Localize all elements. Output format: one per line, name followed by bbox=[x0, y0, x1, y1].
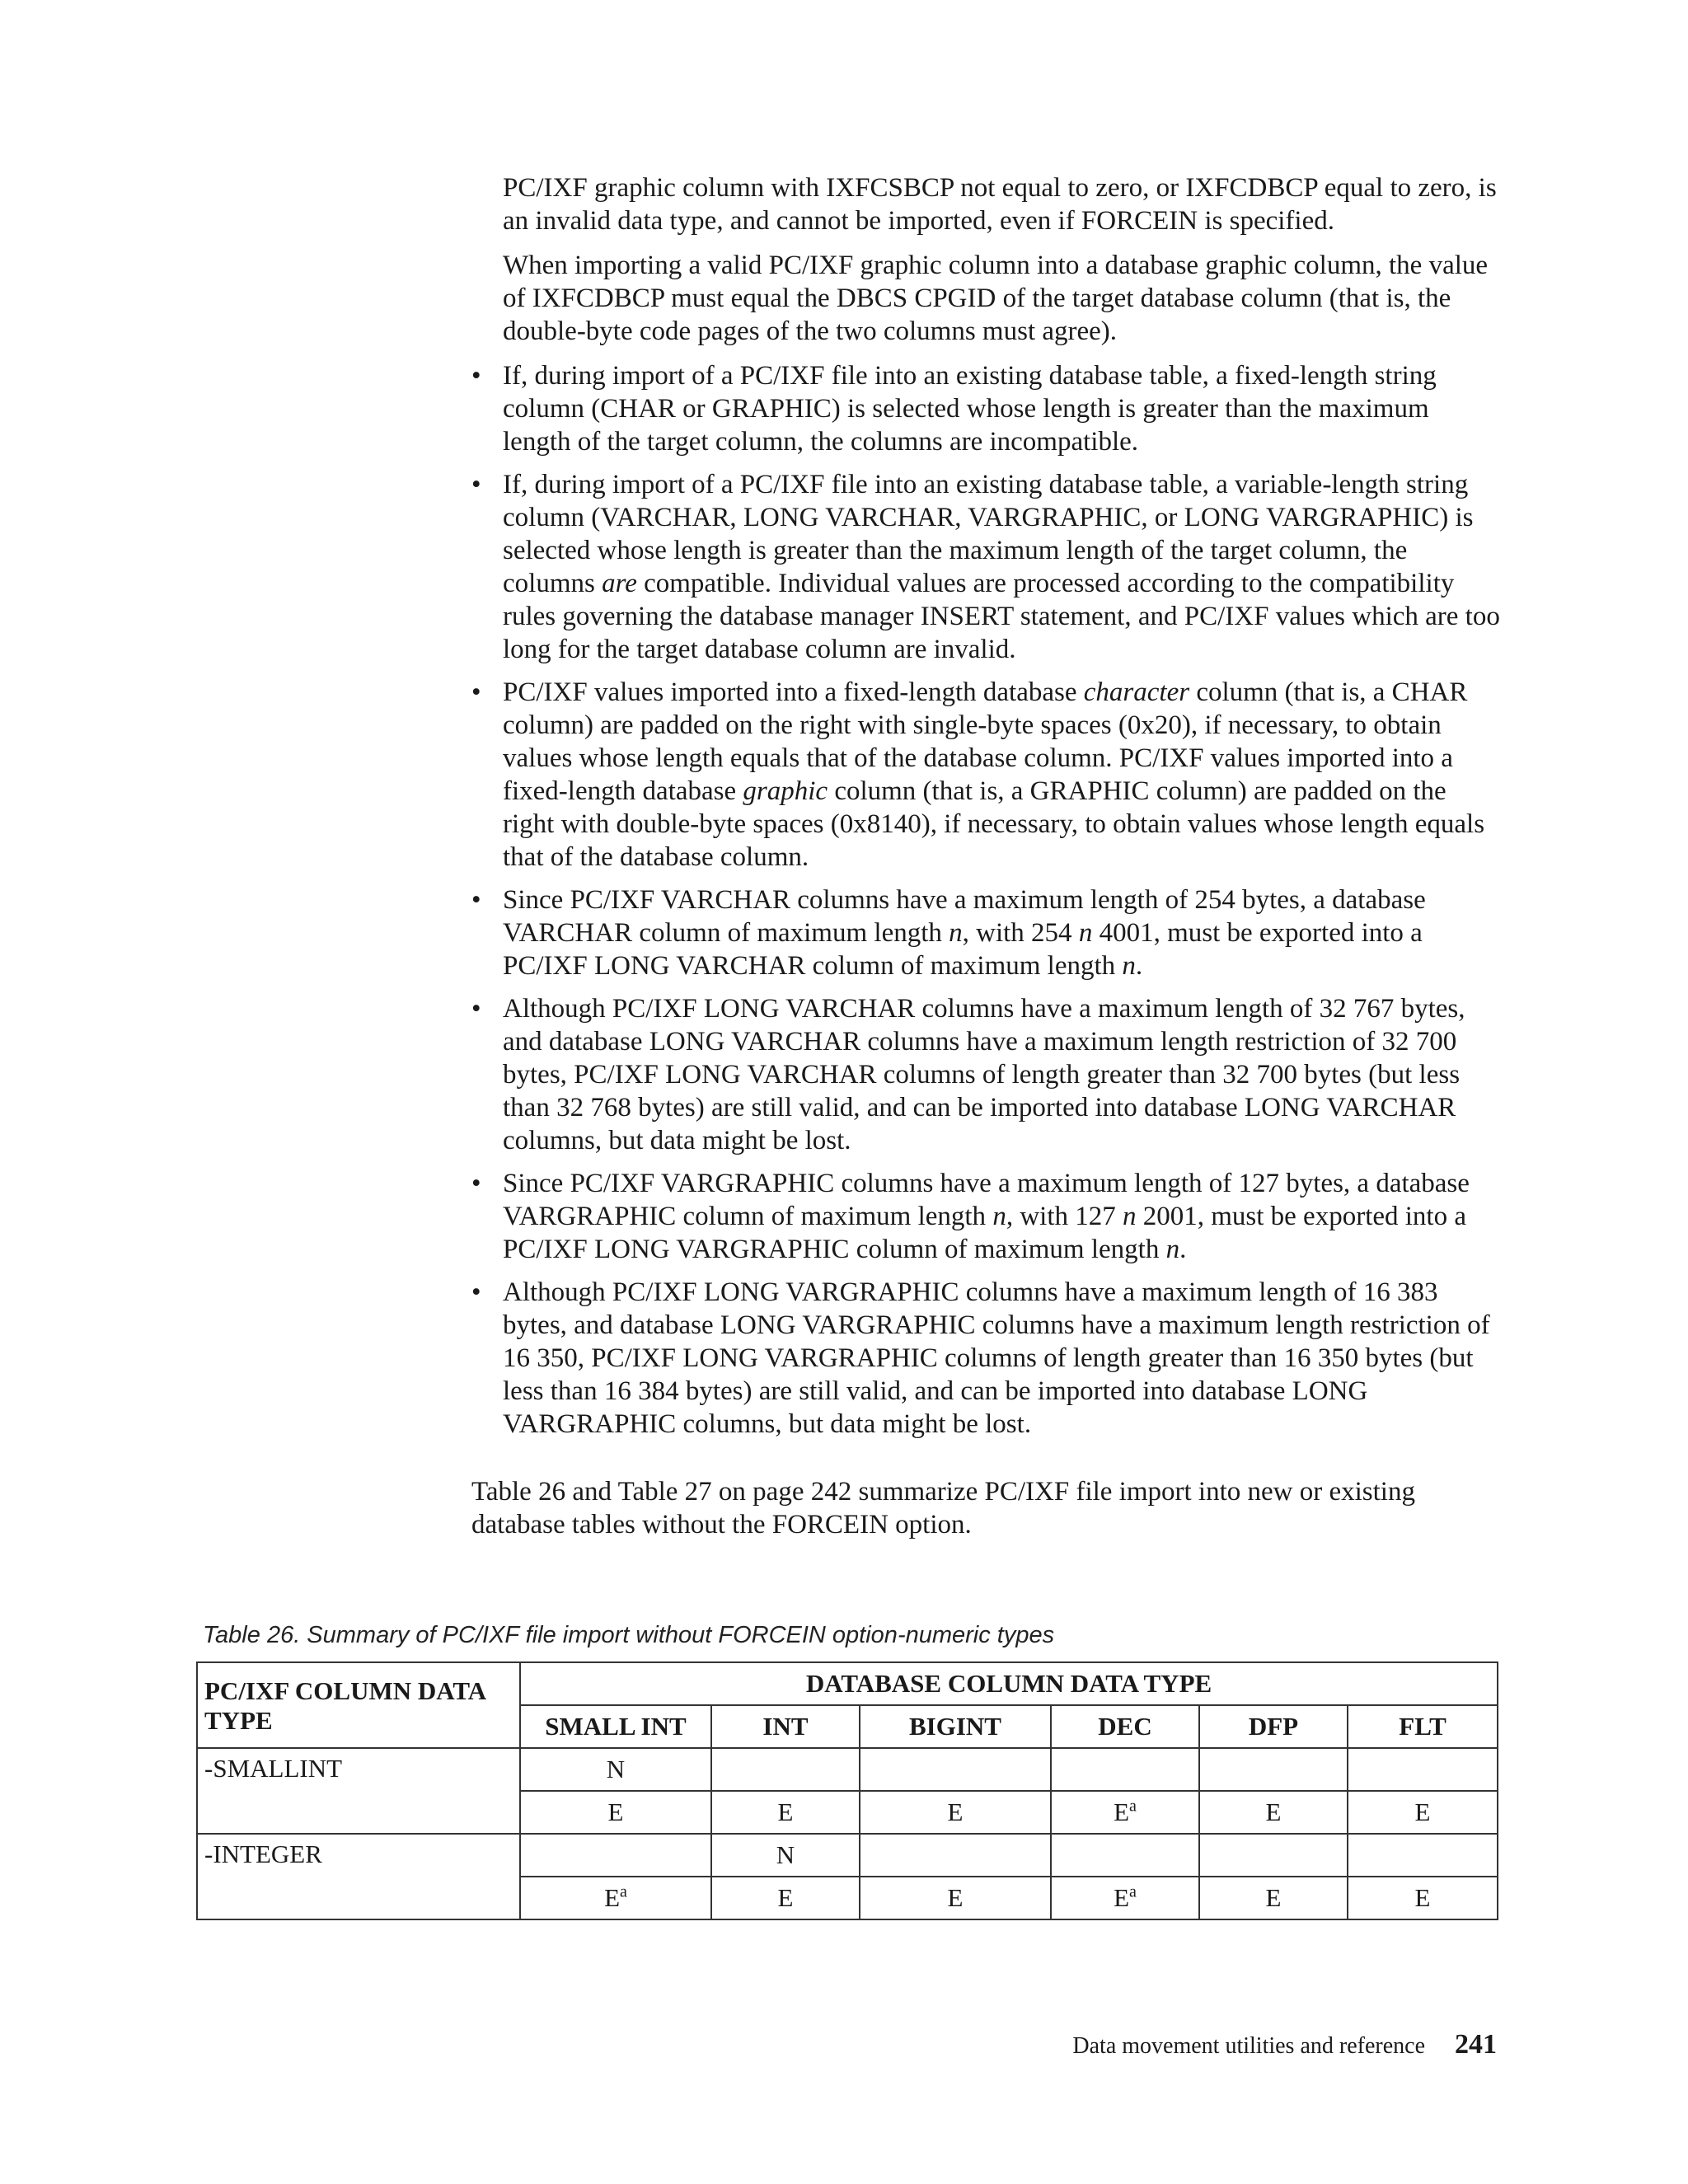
emphasis: graphic bbox=[743, 776, 828, 806]
list-item-text bbox=[503, 677, 1484, 872]
table-cell bbox=[1199, 1877, 1348, 1919]
table-cell bbox=[860, 1877, 1051, 1919]
bullet-continuation bbox=[503, 171, 1502, 348]
table-cell bbox=[711, 1877, 860, 1919]
list-item bbox=[471, 992, 1502, 1157]
table-cell bbox=[860, 1791, 1051, 1834]
table-cell bbox=[1348, 1877, 1498, 1919]
table-cell bbox=[1051, 1834, 1199, 1877]
table-cell bbox=[1051, 1877, 1199, 1919]
table-row bbox=[197, 1834, 1498, 1877]
text-run: column (that is, a CHAR column) are padded on the right with single-byte spaces (0x20), if necessary, to obtain values whose length equals that of the database column. PC/IXF values imported into a fixed-length database bbox=[503, 677, 1468, 806]
row-header: PC/IXF COLUMN DATA TYPE bbox=[197, 1662, 520, 1748]
cell-value: E bbox=[1414, 1883, 1431, 1912]
cell-value: E bbox=[777, 1883, 794, 1912]
page-number: 241 bbox=[1455, 2029, 1497, 2060]
table-cell bbox=[520, 1834, 711, 1877]
list-item bbox=[471, 468, 1502, 666]
bullet-marker: • bbox=[471, 994, 481, 1024]
list-item-text: Although PC/IXF LONG VARGRAPHIC columns have a maximum length of 16 383 bytes, and database LONG VARGRAPHIC columns have a maximum length restriction of 16 350, PC/IXF LONG VARGRAPHIC columns of length greater than 16 350 bytes (but less than 16 384 bytes) are still valid, and can be imported into database LONG VARGRAPHIC columns, but data might be lost. bbox=[503, 1277, 1490, 1439]
table-cell bbox=[1199, 1834, 1348, 1877]
bullet-marker: • bbox=[471, 470, 481, 499]
text-run: 2001, must be exported into a PC/IXF LONG VARGRAPHIC column of maximum length bbox=[503, 1202, 1466, 1264]
text-run: Since PC/IXF VARGRAPHIC columns have a maximum length of 127 bytes, a database VARGRAPHIC column of maximum length bbox=[503, 1169, 1470, 1231]
list-item bbox=[471, 359, 1502, 458]
footnote-mark: a bbox=[620, 1882, 627, 1901]
footer-title: Data movement utilities and reference bbox=[1072, 2033, 1425, 2059]
table-cell bbox=[520, 1791, 711, 1834]
list-item bbox=[471, 1276, 1502, 1441]
table-caption: Table 26. Summary of PC/IXF file import without FORCEIN option-numeric types bbox=[203, 1622, 1055, 1648]
bullet-marker: • bbox=[471, 1277, 481, 1307]
bullet-list bbox=[471, 359, 1502, 1441]
table-cell bbox=[1199, 1791, 1348, 1834]
table-cell bbox=[711, 1748, 860, 1791]
table-cell bbox=[520, 1877, 711, 1919]
paragraph: When importing a valid PC/IXF graphic column into a database graphic column, the value of IXFCDBCP must equal the DBCS CPGID of the target database column (that is, the double-byte code pages of the two columns must agree). bbox=[503, 251, 1489, 346]
text-run: 4001, must be exported into a PC/IXF LONG VARCHAR column of maximum length bbox=[503, 918, 1423, 981]
table-cell: N bbox=[520, 1748, 711, 1791]
table-cell bbox=[1199, 1748, 1348, 1791]
summary-paragraph: Table 26 and Table 27 on page 242 summarize PC/IXF file import into new or existing database tables without the FORCEIN option. bbox=[471, 1477, 1415, 1540]
cell-value: E bbox=[607, 1797, 624, 1826]
table-cell bbox=[711, 1791, 860, 1834]
row-label: -SMALLINT bbox=[197, 1748, 520, 1834]
text-run: , with 127 bbox=[1006, 1202, 1123, 1231]
column-header: SMALL INT bbox=[520, 1705, 711, 1748]
cell-value: E bbox=[947, 1797, 964, 1826]
column-header: INT bbox=[711, 1705, 860, 1748]
cell-value: E bbox=[1114, 1797, 1130, 1826]
list-item bbox=[471, 1167, 1502, 1266]
list-item-text: Although PC/IXF LONG VARCHAR columns have a maximum length of 32 767 bytes, and database LONG VARCHAR columns have a maximum length restriction of 32 700 bytes, PC/IXF LONG VARCHAR columns of length greater than 32 700 bytes (but less than 32 768 bytes) are still valid, and can be imported into database LONG VARCHAR columns, but data might be lost. bbox=[503, 994, 1465, 1155]
emphasis: are bbox=[602, 569, 637, 598]
list-item-text bbox=[503, 470, 1500, 664]
table-row bbox=[197, 1748, 1498, 1791]
cell-value: E bbox=[777, 1797, 794, 1826]
cell-value: E bbox=[1265, 1797, 1282, 1826]
table-cell bbox=[1051, 1748, 1199, 1791]
paragraph: PC/IXF graphic column with IXFCSBCP not equal to zero, or IXFCDBCP equal to zero, is an invalid data type, and cannot be imported, even if FORCEIN is specified. bbox=[503, 173, 1497, 236]
page-footer bbox=[907, 2029, 1497, 2060]
cell-value: E bbox=[947, 1883, 964, 1912]
emphasis: character bbox=[1083, 677, 1190, 707]
emphasis: n bbox=[949, 918, 963, 948]
table-cell: N bbox=[711, 1834, 860, 1877]
list-item bbox=[471, 676, 1502, 874]
import-summary-table bbox=[196, 1661, 1498, 1920]
table-cell bbox=[860, 1748, 1051, 1791]
cell-value: E bbox=[604, 1883, 621, 1912]
emphasis: n bbox=[992, 1202, 1006, 1231]
bullet-marker: • bbox=[471, 361, 481, 391]
cell-value: E bbox=[1114, 1883, 1130, 1912]
text-run: . bbox=[1179, 1235, 1187, 1264]
cell-value: E bbox=[1265, 1883, 1282, 1912]
table-cell bbox=[1348, 1791, 1498, 1834]
text-run: compatible. Individual values are processed according to the compatibility rules governing the database manager INSERT statement, and PC/IXF values which are too long for the target database column are invalid. bbox=[503, 569, 1500, 664]
bullet-marker: • bbox=[471, 677, 481, 707]
text-run: column (that is, a GRAPHIC column) are padded on the right with double-byte spaces (0x8140), if necessary, to obtain values whose length equals that of the database column. bbox=[503, 776, 1485, 872]
body-column bbox=[471, 171, 1502, 1568]
column-header: DFP bbox=[1199, 1705, 1348, 1748]
row-label: -INTEGER bbox=[197, 1834, 520, 1919]
table-cell bbox=[860, 1834, 1051, 1877]
column-header: FLT bbox=[1348, 1705, 1498, 1748]
column-header: BIGINT bbox=[860, 1705, 1051, 1748]
emphasis: n bbox=[1122, 1202, 1137, 1231]
emphasis: n bbox=[1078, 918, 1093, 948]
table-cell bbox=[1348, 1748, 1498, 1791]
table-cell bbox=[1348, 1834, 1498, 1877]
column-header: DEC bbox=[1051, 1705, 1199, 1748]
bullet-marker: • bbox=[471, 1169, 481, 1198]
group-header: DATABASE COLUMN DATA TYPE bbox=[520, 1662, 1498, 1705]
bullet-marker: • bbox=[471, 885, 481, 915]
text-run: Since PC/IXF VARCHAR columns have a maximum length of 254 bytes, a database VARCHAR column of maximum length bbox=[503, 885, 1426, 948]
emphasis: n bbox=[1122, 951, 1136, 981]
list-item bbox=[471, 883, 1502, 982]
emphasis: n bbox=[1165, 1235, 1180, 1264]
text-run: . bbox=[1135, 951, 1143, 981]
list-item-text bbox=[503, 1169, 1470, 1264]
table-cell bbox=[1051, 1791, 1199, 1834]
footnote-mark: a bbox=[1129, 1797, 1137, 1816]
list-item-text: If, during import of a PC/IXF file into an existing database table, a fixed-length string column (CHAR or GRAPHIC) is selected whose length is greater than the maximum length of the target column, the columns are incompatible. bbox=[503, 361, 1437, 457]
text-run: PC/IXF values imported into a fixed-length database bbox=[503, 677, 1084, 707]
cell-value: E bbox=[1414, 1797, 1431, 1826]
list-item-text bbox=[503, 885, 1426, 981]
text-run: , with 254 bbox=[962, 918, 1079, 948]
text-run: If, during import of a PC/IXF file into an existing database table, a variable-length string column (VARCHAR, LONG VARCHAR, VARGRAPHIC, or LONG VARGRAPHIC) is selected whose length is greater than the maximum length of the target column, the columns bbox=[503, 470, 1474, 598]
footnote-mark: a bbox=[1129, 1882, 1137, 1901]
